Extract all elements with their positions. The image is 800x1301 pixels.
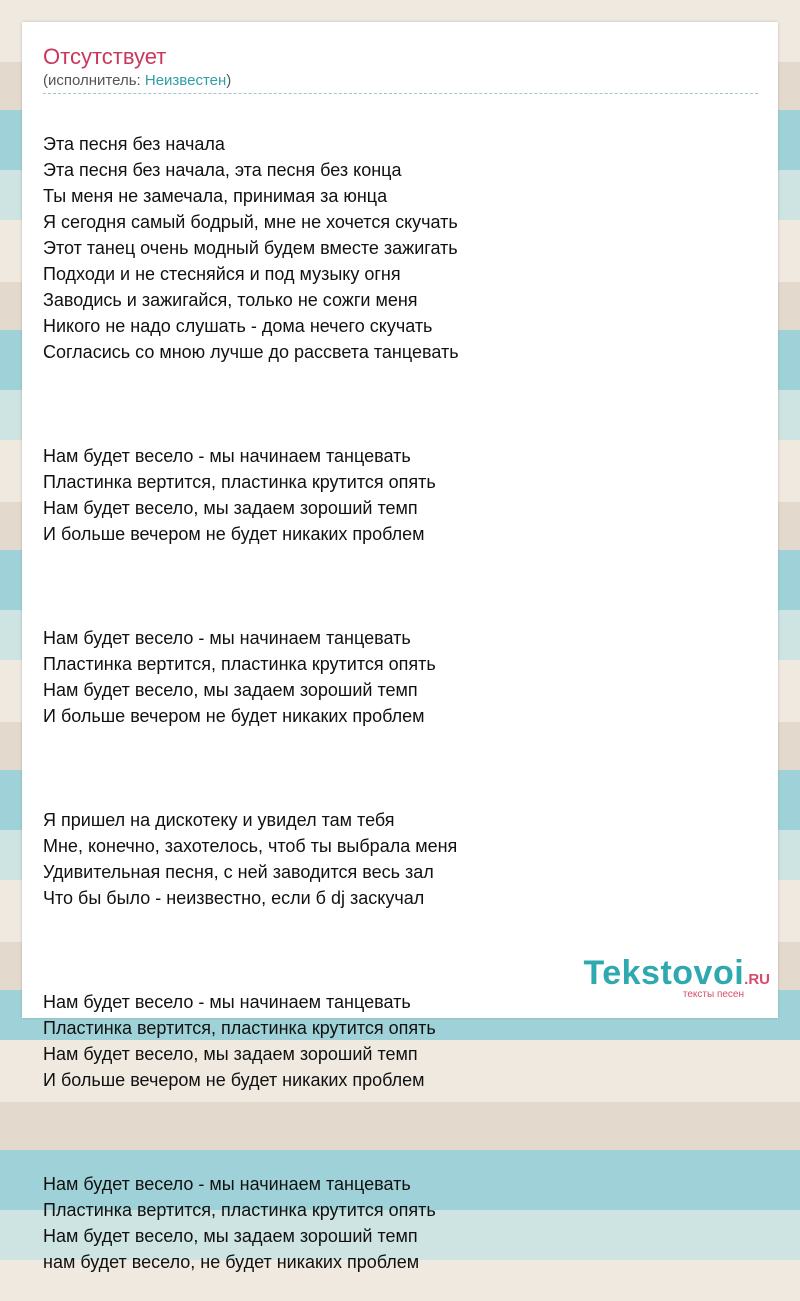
verse-spacer xyxy=(43,573,459,599)
verse-spacer xyxy=(43,755,459,781)
verse-spacer xyxy=(43,1119,459,1145)
verse-spacer xyxy=(43,391,459,417)
divider xyxy=(43,93,758,94)
verse: Эта песня без начала Эта песня без начала, эта песня без конца Ты меня не замечала, принимая за юнца Я сегодня самый бодрый, мне не хочется скучать Этот танец очень модный будем вместе зажигать Подходи и не стесняйся и под музыку огня Заводись и зажигайся, только не сожги меня Никого не надо слушать - дома нечего скучать Согласись со мною лучше до рассвета танцевать xyxy=(43,134,459,362)
site-logo[interactable] xyxy=(583,955,770,1000)
artist-link[interactable]: Неизвестен xyxy=(144,72,227,89)
verse: Нам будет весело - мы начинаем танцевать Пластинка вертится, пластинка крутится опять Нам будет весело, мы задаем зороший темп И больше вечером не будет никаких проблем xyxy=(43,446,436,544)
verse: Я пришел на дискотеку и увидел там тебя Мне, конечно, захотелось, чтоб ты выбрала меня Удивительная песня, с ней заводится весь зал Что бы было - неизвестно, если б dj заскучал xyxy=(43,810,458,908)
lyrics-card xyxy=(22,22,778,1272)
verse: Нам будет весело - мы начинаем танцевать Пластинка вертится, пластинка крутится опять Нам будет весело, мы задаем зороший темп нам будет весело, не будет никаких проблем xyxy=(43,1174,436,1272)
artist-prefix: (исполнитель: xyxy=(43,72,145,89)
verse: Нам будет весело - мы начинаем танцевать Пластинка вертится, пластинка крутится опять Нам будет весело, мы задаем зороший темп И больше вечером не будет никаких проблем xyxy=(43,992,436,1090)
logo-wordmark xyxy=(583,955,770,991)
lyrics-text xyxy=(43,105,459,1301)
logo-tagline: тексты песен xyxy=(682,989,744,1000)
song-title: Отсутствует xyxy=(43,44,167,69)
verse-spacer xyxy=(43,937,459,963)
artist-suffix: ) xyxy=(226,72,232,89)
logo-main-text: Tekstovoi xyxy=(583,954,745,992)
verse: Нам будет весело - мы начинаем танцевать Пластинка вертится, пластинка крутится опять Нам будет весело, мы задаем зороший темп И больше вечером не будет никаких проблем xyxy=(43,628,436,726)
artist-line xyxy=(43,72,231,90)
logo-domain: .RU xyxy=(744,971,770,988)
